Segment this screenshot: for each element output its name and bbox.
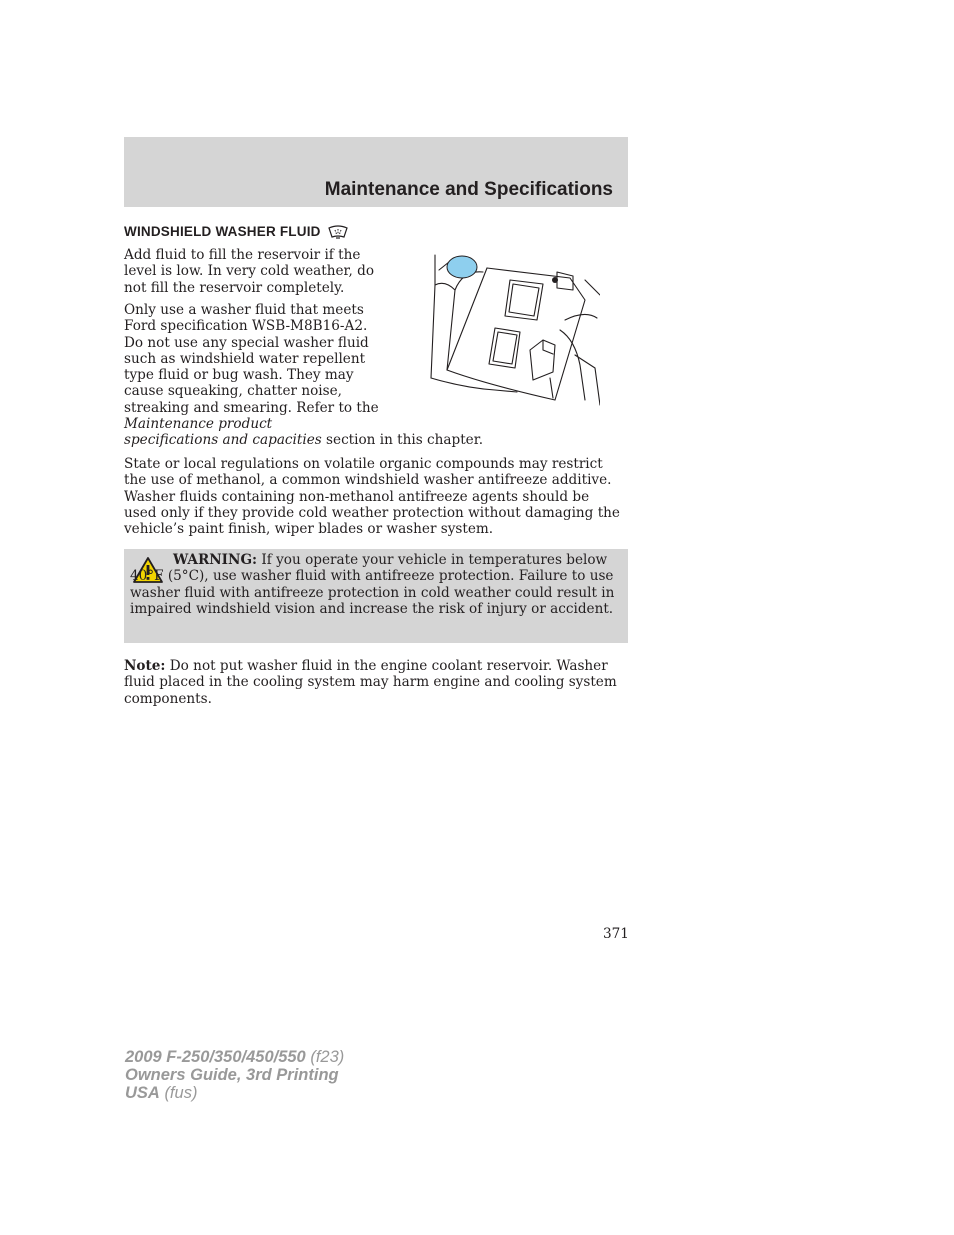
fluid-spec-text: Only use a washer fluid that meets Ford specification WSB-M8B16-A2. Do not use any special washer fluid such as windshield water repellent type fluid or bug wash. They may cause squeaking, chatter noise, streaking and smearing. Refer to the bbox=[124, 302, 379, 416]
section-title-text: WINDSHIELD WASHER FLUID bbox=[124, 223, 321, 239]
spec-reference-tail: section in this chapter. bbox=[326, 432, 484, 449]
warning-label: WARNING: bbox=[173, 552, 258, 568]
washer-reservoir-illustration bbox=[425, 250, 600, 410]
header-band bbox=[124, 137, 628, 207]
spec-reference-line2: specifications and capacities bbox=[124, 432, 322, 449]
chapter-title: Maintenance and Specifications bbox=[324, 179, 613, 200]
footer-printing: Owners Guide, 3rd Printing bbox=[125, 1066, 339, 1084]
footer-region-code: (fus) bbox=[164, 1084, 198, 1102]
reservoir-cap bbox=[447, 256, 477, 278]
note-paragraph bbox=[124, 658, 624, 707]
windshield-washer-icon bbox=[327, 222, 349, 240]
footer-model-code: (f23) bbox=[310, 1048, 345, 1066]
paragraph-regulations: State or local regulations on volatile organic compounds may restrict the use of methanol, a common windshield washer antifreeze additive. Washer fluids containing non-methanol antifreeze agents should be used only if they provide cold weather protection without damaging the vehicle’s paint finish, wiper blades or washer system. bbox=[124, 456, 620, 538]
note-label: Note: bbox=[124, 658, 166, 674]
footer bbox=[125, 1048, 344, 1102]
footer-model: 2009 F-250/350/450/550 bbox=[125, 1048, 306, 1066]
spec-reference-line1: Maintenance product bbox=[124, 416, 273, 433]
warning-message: If you operate your vehicle in temperatures below 40°F (5°C), use washer fluid with antifreeze protection. Failure to use washer fluid with antifreeze protection in cold weather could result in impaired windshield vision and increase the risk of injury or accident. bbox=[130, 552, 615, 617]
warning-box bbox=[124, 549, 628, 643]
paragraph-fill-reservoir: Add fluid to fill the reservoir if the level is low. In very cold weather, do not fill the reservoir completely. bbox=[124, 247, 375, 296]
page-number: 371 bbox=[603, 926, 629, 942]
note-text: Do not put washer fluid in the engine coolant reservoir. Washer fluid placed in the cooling system may harm engine and cooling system components. bbox=[124, 658, 617, 707]
footer-region: USA bbox=[125, 1084, 160, 1102]
section-title bbox=[124, 222, 349, 240]
paragraph-fluid-spec bbox=[124, 302, 484, 449]
warning-text bbox=[130, 552, 616, 617]
